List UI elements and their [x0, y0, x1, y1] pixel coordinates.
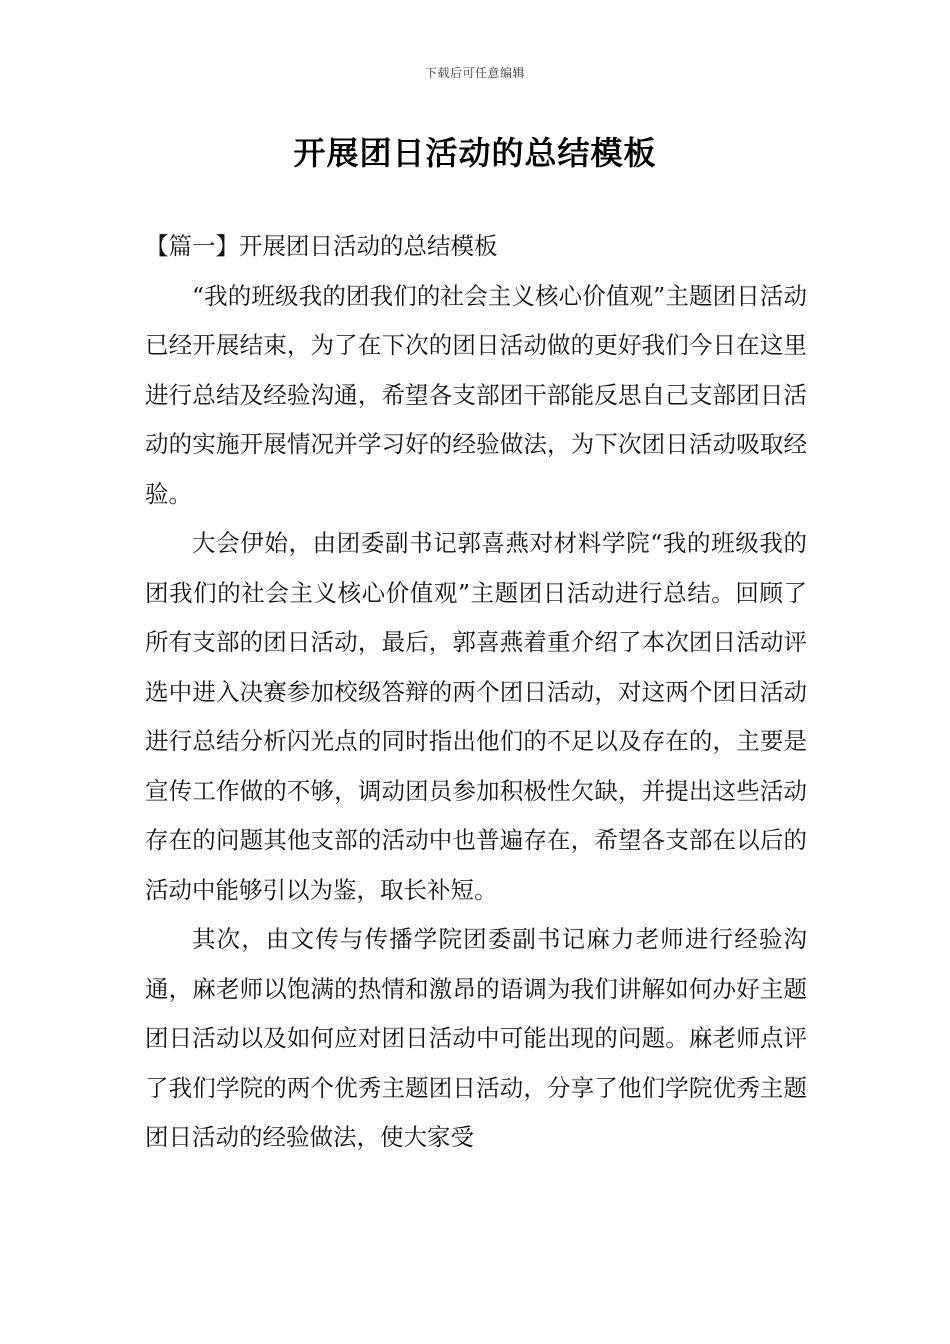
paragraph-3: 其次，由文传与传播学院团委副书记麻力老师进行经验沟通，麻老师以饱满的热情和激昂的语调为我们讲解如何办好主题团日活动以及如何应对团日活动中可能出现的问题。麻老师点评了我们学院的两个优秀主题团日活动，分享了他们学院优秀主题团日活动的经验做法，使大家受	[145, 925, 807, 1151]
section-heading: 【篇一】开展团日活动的总结模板	[145, 232, 498, 260]
paragraph-2: 大会伊始，由团委副书记郭喜燕对材料学院“我的班级我的团我们的社会主义核心价值观”主题团日活动进行总结。回顾了所有支部的团日活动，最后，郭喜燕着重介绍了本次团日活动评选中进入决赛参加校级答辩的两个团日活动，对这两个团日活动进行总结分析闪光点的同时指出他们的不足以及存在的，主要是宣传工作做的不够，调动团员参加积极性欠缺，并提出这些活动存在的问题其他支部的活动中也普遍存在，希望各支部在以后的活动中能够引以为鉴，取长补短。	[145, 529, 807, 904]
paragraph-1: “我的班级我的团我们的社会主义核心价值观”主题团日活动已经开展结束，为了在下次的团日活动做的更好我们今日在这里进行总结及经验沟通，希望各支部团干部能反思自己支部团日活动的实施开展情况并学习好的经验做法，为下次团日活动吸取经验。	[145, 281, 807, 508]
header-note: 下载后可任意编辑	[424, 66, 525, 80]
document-title: 开展团日活动的总结模板	[293, 134, 657, 172]
document-body	[145, 222, 807, 1163]
